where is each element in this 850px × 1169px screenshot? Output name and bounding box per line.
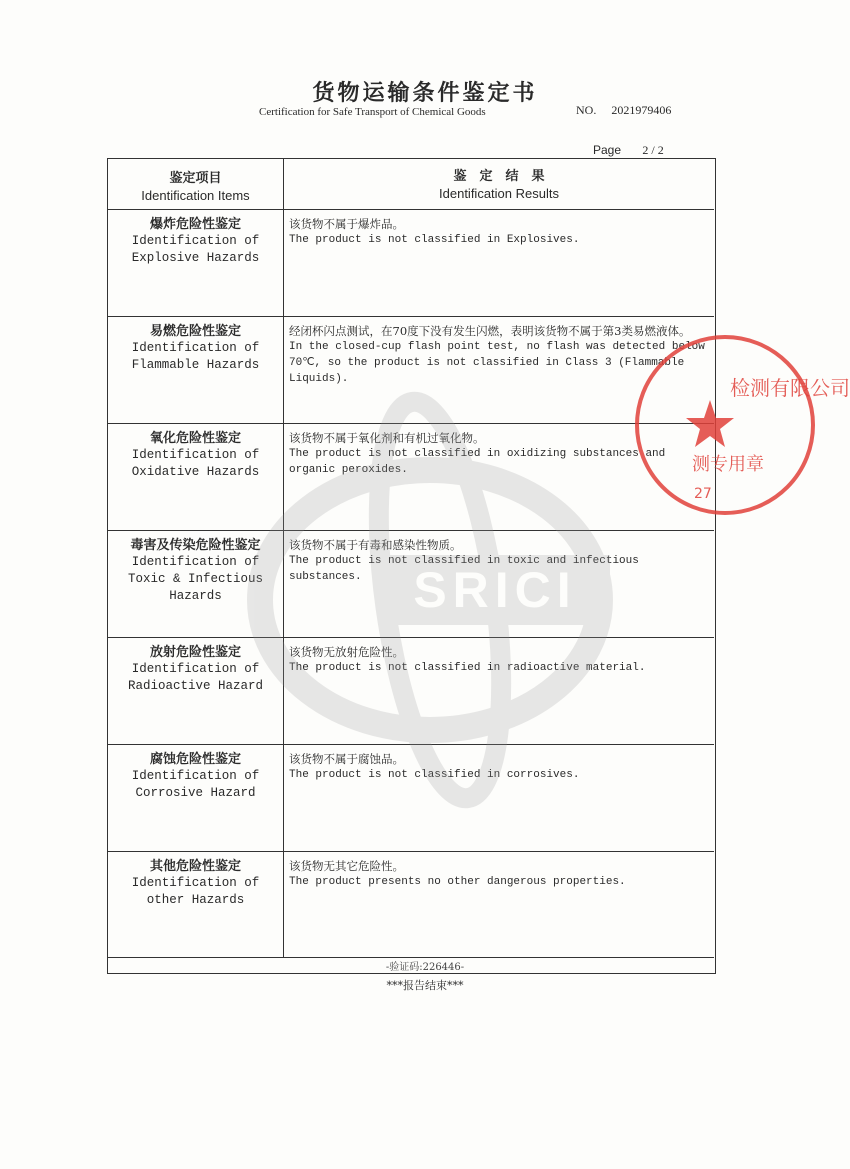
table-header-row xyxy=(108,159,714,210)
item-cn: 毒害及传染危险性鉴定 xyxy=(130,538,261,553)
page-value: 2 / 2 xyxy=(642,143,664,157)
table-row xyxy=(108,210,714,317)
result-cn: 该货物无放射危险性。 xyxy=(289,645,404,659)
result-en: The product is not classified in Explosives. xyxy=(289,234,580,246)
item-en: Identification of other Hazards xyxy=(131,876,260,907)
item-cn: 其他危险性鉴定 xyxy=(149,859,241,874)
item-en: Identification of Flammable Hazards xyxy=(131,341,260,372)
page-label: Page xyxy=(593,143,622,157)
result-other xyxy=(289,852,709,890)
page-number xyxy=(593,143,664,158)
item-flammable xyxy=(108,317,283,374)
item-cn: 放射危险性鉴定 xyxy=(149,645,241,660)
header-results-cn: 鉴 定 结 果 xyxy=(453,169,545,184)
header-items-cell xyxy=(108,167,283,203)
certificate-number-label: NO. xyxy=(576,103,597,117)
item-cn: 氧化危险性鉴定 xyxy=(149,431,241,446)
watermark-text: SRICI xyxy=(413,562,577,618)
result-cn: 经闭杯闪点测试，在70度下没有发生闪燃，表明该货物不属于第3类易燃液体。 xyxy=(289,324,691,338)
table-row xyxy=(108,317,714,424)
header-items-cn: 鉴定项目 xyxy=(169,171,222,186)
table-row xyxy=(108,638,714,745)
result-en: In the closed-cup flash point test, no flash was detected below 70℃, so the product is not classified in Class 3 (Flammable Liquids). xyxy=(289,341,705,385)
table-row xyxy=(108,852,714,958)
result-corrosive xyxy=(289,745,709,783)
item-radioactive xyxy=(108,638,283,695)
item-corrosive xyxy=(108,745,283,802)
certificate-number xyxy=(576,103,671,118)
item-toxic xyxy=(108,531,283,605)
table-row xyxy=(108,531,714,638)
document-title-cn: 货物运输条件鉴定书 xyxy=(312,80,538,106)
item-en: Identification of Oxidative Hazards xyxy=(131,448,260,479)
seal-text-num: 27 xyxy=(694,486,712,502)
result-en: The product is not classified in radioactive material. xyxy=(289,662,646,674)
header-items-en: Identification Items xyxy=(141,188,250,203)
item-other xyxy=(108,852,283,909)
item-en: Identification of Toxic & Infectious Hazards xyxy=(127,555,264,603)
result-en: The product is not classified in corrosives. xyxy=(289,769,580,781)
result-cn: 该货物无其它危险性。 xyxy=(289,859,404,873)
result-en: The product is not classified in toxic and infectious substances. xyxy=(289,555,639,583)
result-cn: 该货物不属于腐蚀品。 xyxy=(289,752,404,766)
item-cn: 爆炸危险性鉴定 xyxy=(149,217,241,232)
table-row xyxy=(108,424,714,531)
result-cn: 该货物不属于有毒和感染性物质。 xyxy=(289,538,462,552)
item-en: Identification of Radioactive Hazard xyxy=(127,662,264,693)
header-results-cell xyxy=(284,165,714,201)
result-flammable xyxy=(289,317,709,387)
verification-code: -验证码:226446- xyxy=(385,962,465,973)
item-explosive xyxy=(108,210,283,267)
identification-table xyxy=(107,158,716,974)
item-cn: 腐蚀危险性鉴定 xyxy=(149,752,241,767)
item-en: Identification of Corrosive Hazard xyxy=(131,769,260,800)
header-results-en: Identification Results xyxy=(439,186,559,201)
result-en: The product is not classified in oxidizing substances and organic peroxides. xyxy=(289,448,666,476)
result-en: The product presents no other dangerous properties. xyxy=(289,876,626,888)
report-end-mark: ***报告结束*** xyxy=(386,979,464,992)
result-oxidative xyxy=(289,424,709,478)
result-cn: 该货物不属于氧化剂和有机过氧化物。 xyxy=(289,431,485,445)
certificate-number-value: 2021979406 xyxy=(611,103,672,117)
result-radioactive xyxy=(289,638,709,676)
item-en: Identification of Explosive Hazards xyxy=(131,234,260,265)
item-oxidative xyxy=(108,424,283,481)
result-toxic xyxy=(289,531,709,585)
seal-text-mid: 测专用章 xyxy=(692,454,764,475)
result-explosive xyxy=(289,210,709,248)
item-cn: 易燃危险性鉴定 xyxy=(149,324,241,339)
result-cn: 该货物不属于爆炸品。 xyxy=(289,217,404,231)
table-row xyxy=(108,745,714,852)
document-title-en: Certification for Safe Transport of Chemical Goods xyxy=(259,106,486,118)
seal-text-top: 检测有限公司 xyxy=(730,376,850,400)
